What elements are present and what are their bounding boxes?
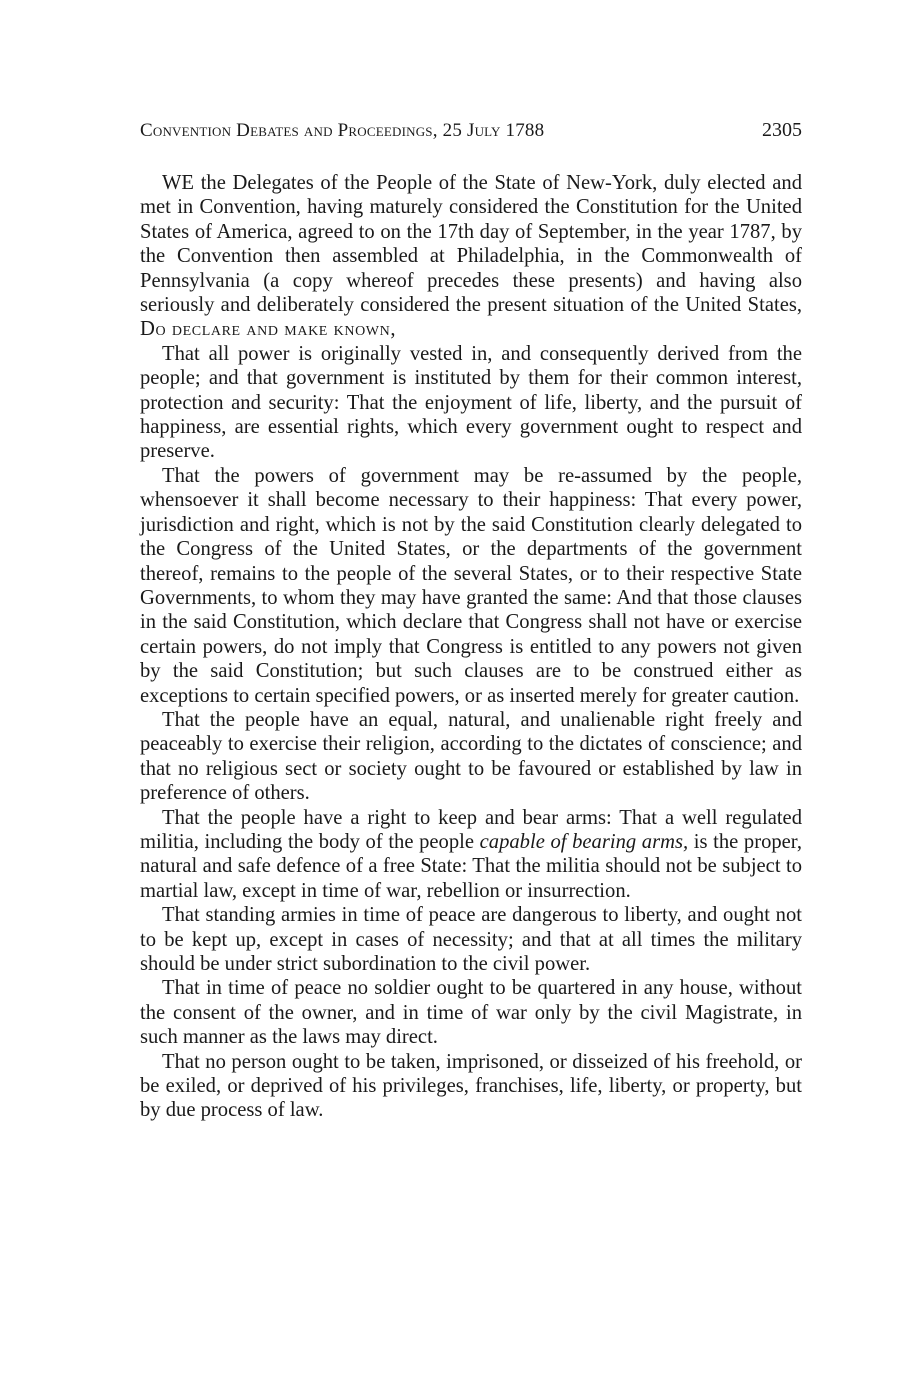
- bear-arms-italic: capable of bearing arms,: [479, 830, 689, 853]
- paragraph-bear-arms: [140, 806, 802, 904]
- paragraph-religion: That the people have an equal, natural, and unalienable right freely and peaceably to exercise their religion, according to the dictates of conscience; and that no religious sect or society ought to be favoured or established by law in preference of others.: [140, 708, 802, 805]
- paragraph-reassumed-powers: That the powers of government may be re-assumed by the people, whensoever it shall become necessary to their happiness: That every power, jurisdiction and right, which is not by the said Constitution clearly delegated to the Congress of the United States, or the departments of the government thereof, remains to the people of the several States, or to their respective State Governments, to whom they may have granted the same: And that those clauses in the said Constitution, which declare that Congress shall not have or exercise certain powers, do not imply that Congress is entitled to any powers not given by the said Constitution; but such clauses are to be construed either as exceptions to certain specified powers, or as inserted merely for greater caution.: [140, 464, 802, 707]
- preamble-text: WE the Delegates of the People of the State of New-York, duly elected and met in Convention, having maturely considered the Constitution for the United States of America, agreed to on the 17th day of September, in the year 1787, by the Convention then assembled at Philadelphia, in the Commonwealth of Pennsylvania (a copy whereof precedes these presents) and having also seriously and deliberately considered the present situation of the United States,: [140, 172, 802, 317]
- page-number: 2305: [762, 119, 802, 141]
- paragraph-preamble: [140, 171, 802, 342]
- bear-arms-text-1: That the people have a right to keep and bear arms: That a well regulated militia, including the body of the people: [140, 806, 802, 853]
- paragraph-due-process: That no person ought to be taken, imprisoned, or disseized of his freehold, or be exiled, or deprived of his privileges, franchises, life, liberty, or property, but by due process of law.: [140, 1050, 802, 1122]
- paragraph-quartering: That in time of peace no soldier ought to be quartered in any house, without the consent of the owner, and in time of war only by the civil Magistrate, in such manner as the laws may direct.: [140, 977, 802, 1049]
- paragraph-power-vested: That all power is originally vested in, and consequently derived from the people; and that government is instituted by them for their common interest, protection and security: That the enjoyment of life, liberty, and the pursuit of happiness, are essential rights, which every government ought to respect and preserve.: [140, 342, 802, 463]
- running-head: [140, 118, 802, 143]
- body-text: [140, 171, 802, 1123]
- bear-arms-text-2: is the proper, natural and safe defence of a free State: That the militia should not be subject to martial law, except in time of war, rebellion or insurrection.: [140, 830, 802, 902]
- document-page: [140, 118, 802, 1123]
- running-head-title: Convention Debates and Proceedings, 25 July 1788: [140, 120, 545, 141]
- preamble-declaration: Do declare and make known,: [140, 318, 397, 341]
- paragraph-standing-armies: That standing armies in time of peace are dangerous to liberty, and ought not to be kept up, except in cases of necessity; and that at all times the military should be under strict subordination to the civil power.: [140, 904, 802, 975]
